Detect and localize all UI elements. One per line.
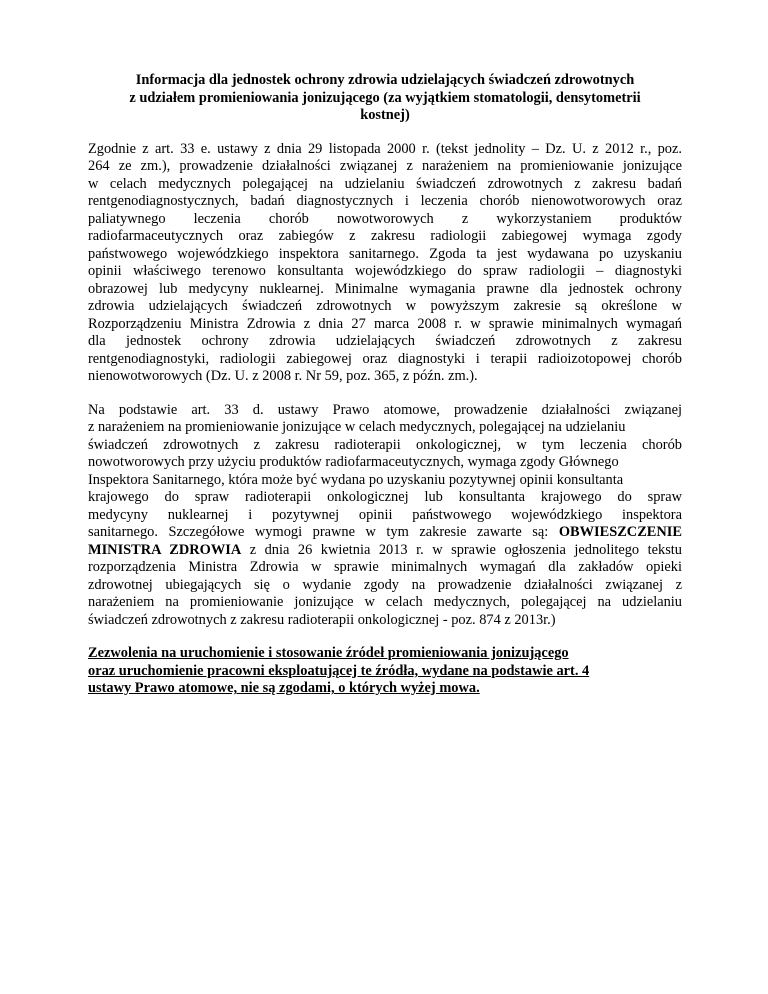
paragraph-line bbox=[88, 542, 682, 560]
announcement-title-part-1: OBWIESZCZENIE bbox=[558, 524, 682, 541]
paragraph-line: świadczeń zdrowotnych z zakresu radioterapii onkologicznej, w tym leczenia chorób bbox=[88, 436, 682, 453]
paragraph-art-33d bbox=[88, 402, 682, 630]
paragraph-line: krajowego do spraw radioterapii onkologicznej lub konsultanta krajowego do spraw bbox=[88, 489, 682, 506]
closing-line-1: Zezwolenia na uruchomienie i stosowanie źródeł promieniowania jonizującego bbox=[88, 645, 569, 662]
paragraph-line: Rozporządzeniu Ministra Zdrowia z dnia 27 marca 2008 r. w sprawie minimalnych wymagań bbox=[88, 315, 682, 332]
closing-statement bbox=[88, 645, 682, 698]
paragraph-line: rentgenodiagnostyki, radiologii zabiegowej oraz diagnostyki i terapii radioizotopowej chorób bbox=[88, 350, 682, 367]
paragraph-line: zdrowia udzielających świadczeń zdrowotnych w powyższym zakresie są określone w bbox=[88, 298, 682, 315]
paragraph-line: rozporządzenia Ministra Zdrowia w sprawie minimalnych wymagań dla zakładów opieki bbox=[88, 559, 682, 576]
paragraph-line: świadczeń zdrowotnych z zakresu radioterapii onkologicznej - poz. 874 z 2013r.) bbox=[88, 611, 556, 628]
paragraph-art-33e bbox=[88, 141, 682, 386]
paragraph-line: państwowego wojewódzkiego inspektora sanitarnego. Zgoda ta jest wydawana po uzyskaniu bbox=[88, 245, 682, 262]
document-page bbox=[88, 72, 682, 698]
paragraph-line: Zgodnie z art. 33 e. ustawy z dnia 29 listopada 2000 r. (tekst jednolity – Dz. U. z 2012 r., poz. bbox=[88, 140, 682, 157]
paragraph-line: zdrowotnej ubiegających się o wydanie zgody na prowadzenie działalności związanej z bbox=[88, 576, 682, 593]
line-text: sanitarnego. Szczegółowe wymogi prawne w tym zakresie zawarte są: bbox=[88, 524, 559, 541]
paragraph-line: obrazowej lub medycyny nuklearnej. Minimalne wymagania prawne dla jednostek ochrony bbox=[88, 280, 682, 297]
title-line-1: Informacja dla jednostek ochrony zdrowia udzielających świadczeń zdrowotnych bbox=[135, 72, 635, 88]
paragraph-line: 264 ze zm.), prowadzenie działalności związanej z narażeniem na promieniowanie jonizujące bbox=[88, 158, 682, 175]
paragraph-line: rentgenodiagnostycznych, badań diagnostycznych i leczenia chorób nienowotworowych oraz bbox=[88, 193, 682, 210]
paragraph-line: nienowotworowych (Dz. U. z 2008 r. Nr 59, poz. 365, z późn. zm.). bbox=[88, 368, 478, 385]
title-line-3: kostnej) bbox=[360, 107, 410, 124]
line-text: z dnia 26 kwietnia 2013 r. w sprawie ogłoszenia jednolitego tekstu bbox=[241, 541, 682, 558]
paragraph-line: Inspektora Sanitarnego, która może być wydana po uzyskaniu pozytywnej opinii konsultanta bbox=[88, 471, 624, 488]
announcement-title-part-2: MINISTRA ZDROWIA bbox=[88, 541, 242, 558]
paragraph-line: w celach medycznych polegającej na udzielaniu świadczeń zdrowotnych z zakresu badań bbox=[88, 175, 682, 192]
paragraph-line: Na podstawie art. 33 d. ustawy Prawo atomowe, prowadzenie działalności związanej bbox=[88, 401, 682, 418]
closing-line-3: ustawy Prawo atomowe, nie są zgodami, o których wyżej mowa. bbox=[88, 680, 480, 697]
paragraph-line: medycyny nuklearnej i pozytywnej opinii państwowego wojewódzkiego inspektora bbox=[88, 506, 682, 523]
paragraph-line bbox=[88, 524, 682, 542]
paragraph-line: z narażeniem na promieniowanie jonizujące w celach medycznych, polegającej na udzielaniu bbox=[88, 419, 626, 436]
paragraph-line: nowotworowych przy użyciu produktów radiofarmaceutycznych, wymaga zgody Głównego bbox=[88, 454, 619, 471]
paragraph-line: paliatywnego leczenia chorób nowotworowych z wykorzystaniem produktów bbox=[88, 210, 682, 227]
paragraph-line: narażeniem na promieniowanie jonizujące w celach medycznych, polegającej na udzielaniu bbox=[88, 594, 682, 611]
closing-line-2: oraz uruchomienie pracowni eksploatującej te źródła, wydane na podstawie art. 4 bbox=[88, 662, 590, 679]
title-line-2: z udziałem promieniowania jonizującego (za wyjątkiem stomatologii, densytometrii bbox=[129, 89, 641, 106]
document-title bbox=[88, 72, 682, 125]
paragraph-line: dla jednostek ochrony zdrowia udzielających świadczeń zdrowotnych z zakresu bbox=[88, 333, 682, 350]
paragraph-line: opinii właściwego terenowo konsultanta wojewódzkiego do spraw radiologii – diagnostyki bbox=[88, 263, 682, 280]
paragraph-line: radiofarmaceutycznych oraz zabiegów z zakresu radiologii zabiegowej wymaga zgody bbox=[88, 228, 682, 245]
